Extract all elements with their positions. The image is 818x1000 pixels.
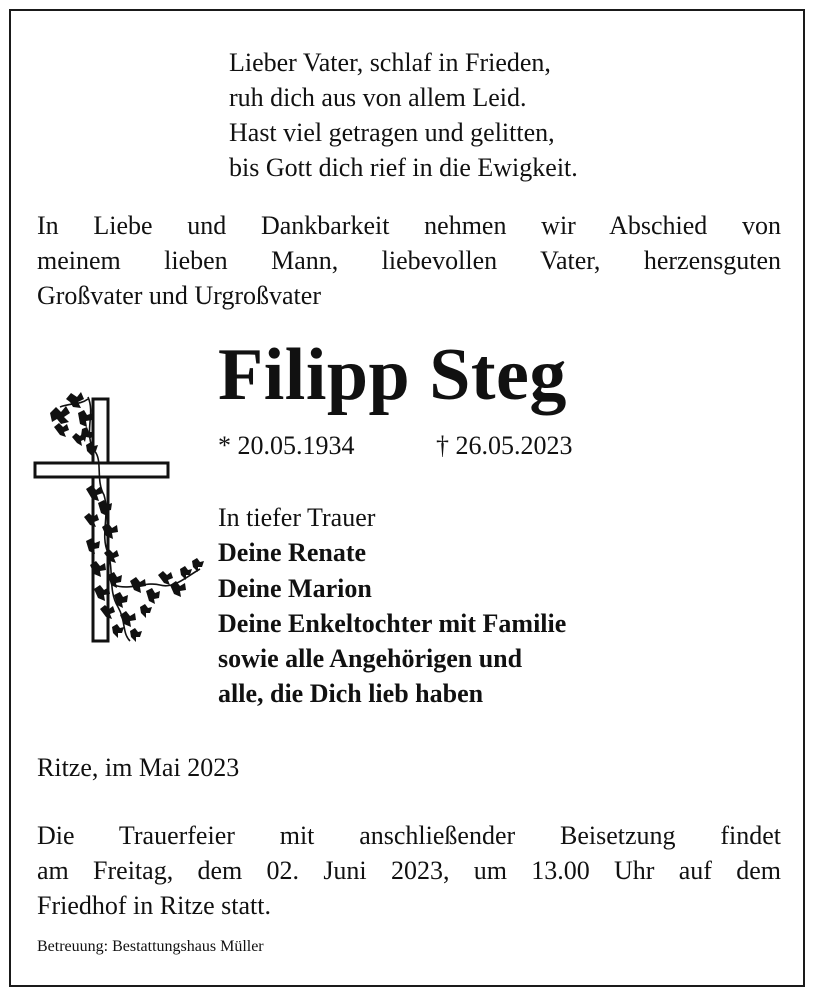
mourner-name: alle, die Dich lieb haben: [218, 679, 484, 709]
mourner-name: Deine Enkeltochter mit Familie: [218, 608, 567, 638]
mourner-name: sowie alle Angehörigen und: [218, 644, 523, 674]
poem-line: ruh dich aus von allem Leid.: [229, 83, 527, 112]
intro-line: meinem lieben Mann, liebevollen Vater, herzensguten: [37, 246, 781, 275]
intro-line: In Liebe und Dankbarkeit nehmen wir Abschied von: [37, 211, 781, 240]
mourner-name: Deine Renate: [218, 538, 367, 568]
mourner-name: Deine Marion: [218, 573, 372, 603]
cross-with-ivy-icon: [30, 385, 210, 650]
ceremony-line: Friedhof in Ritze statt.: [37, 891, 271, 920]
ceremony-line: Die Trauerfeier mit anschließender Beisetzung findet: [37, 821, 781, 850]
intro-text: [37, 208, 781, 313]
birth-date: * 20.05.1934: [218, 431, 355, 460]
deceased-name: Filipp Steg: [218, 334, 567, 416]
memorial-poem: [229, 45, 578, 185]
place-date: Ritze, im Mai 2023: [37, 753, 240, 782]
poem-line: Hast viel getragen und gelitten,: [229, 118, 555, 147]
intro-line: Großvater und Urgroßvater: [37, 281, 321, 310]
ceremony-info: [37, 818, 781, 923]
funeral-home-credit: Betreuung: Bestattungshaus Müller: [37, 938, 264, 955]
death-date: † 26.05.2023: [436, 431, 573, 460]
life-dates: [218, 428, 573, 463]
poem-line: Lieber Vater, schlaf in Frieden,: [229, 48, 551, 77]
mourners-intro: In tiefer Trauer: [218, 503, 376, 532]
mourners-list: [218, 500, 566, 712]
poem-line: bis Gott dich rief in die Ewigkeit.: [229, 153, 578, 182]
ceremony-line: am Freitag, dem 02. Juni 2023, um 13.00 Uhr auf dem: [37, 856, 781, 885]
